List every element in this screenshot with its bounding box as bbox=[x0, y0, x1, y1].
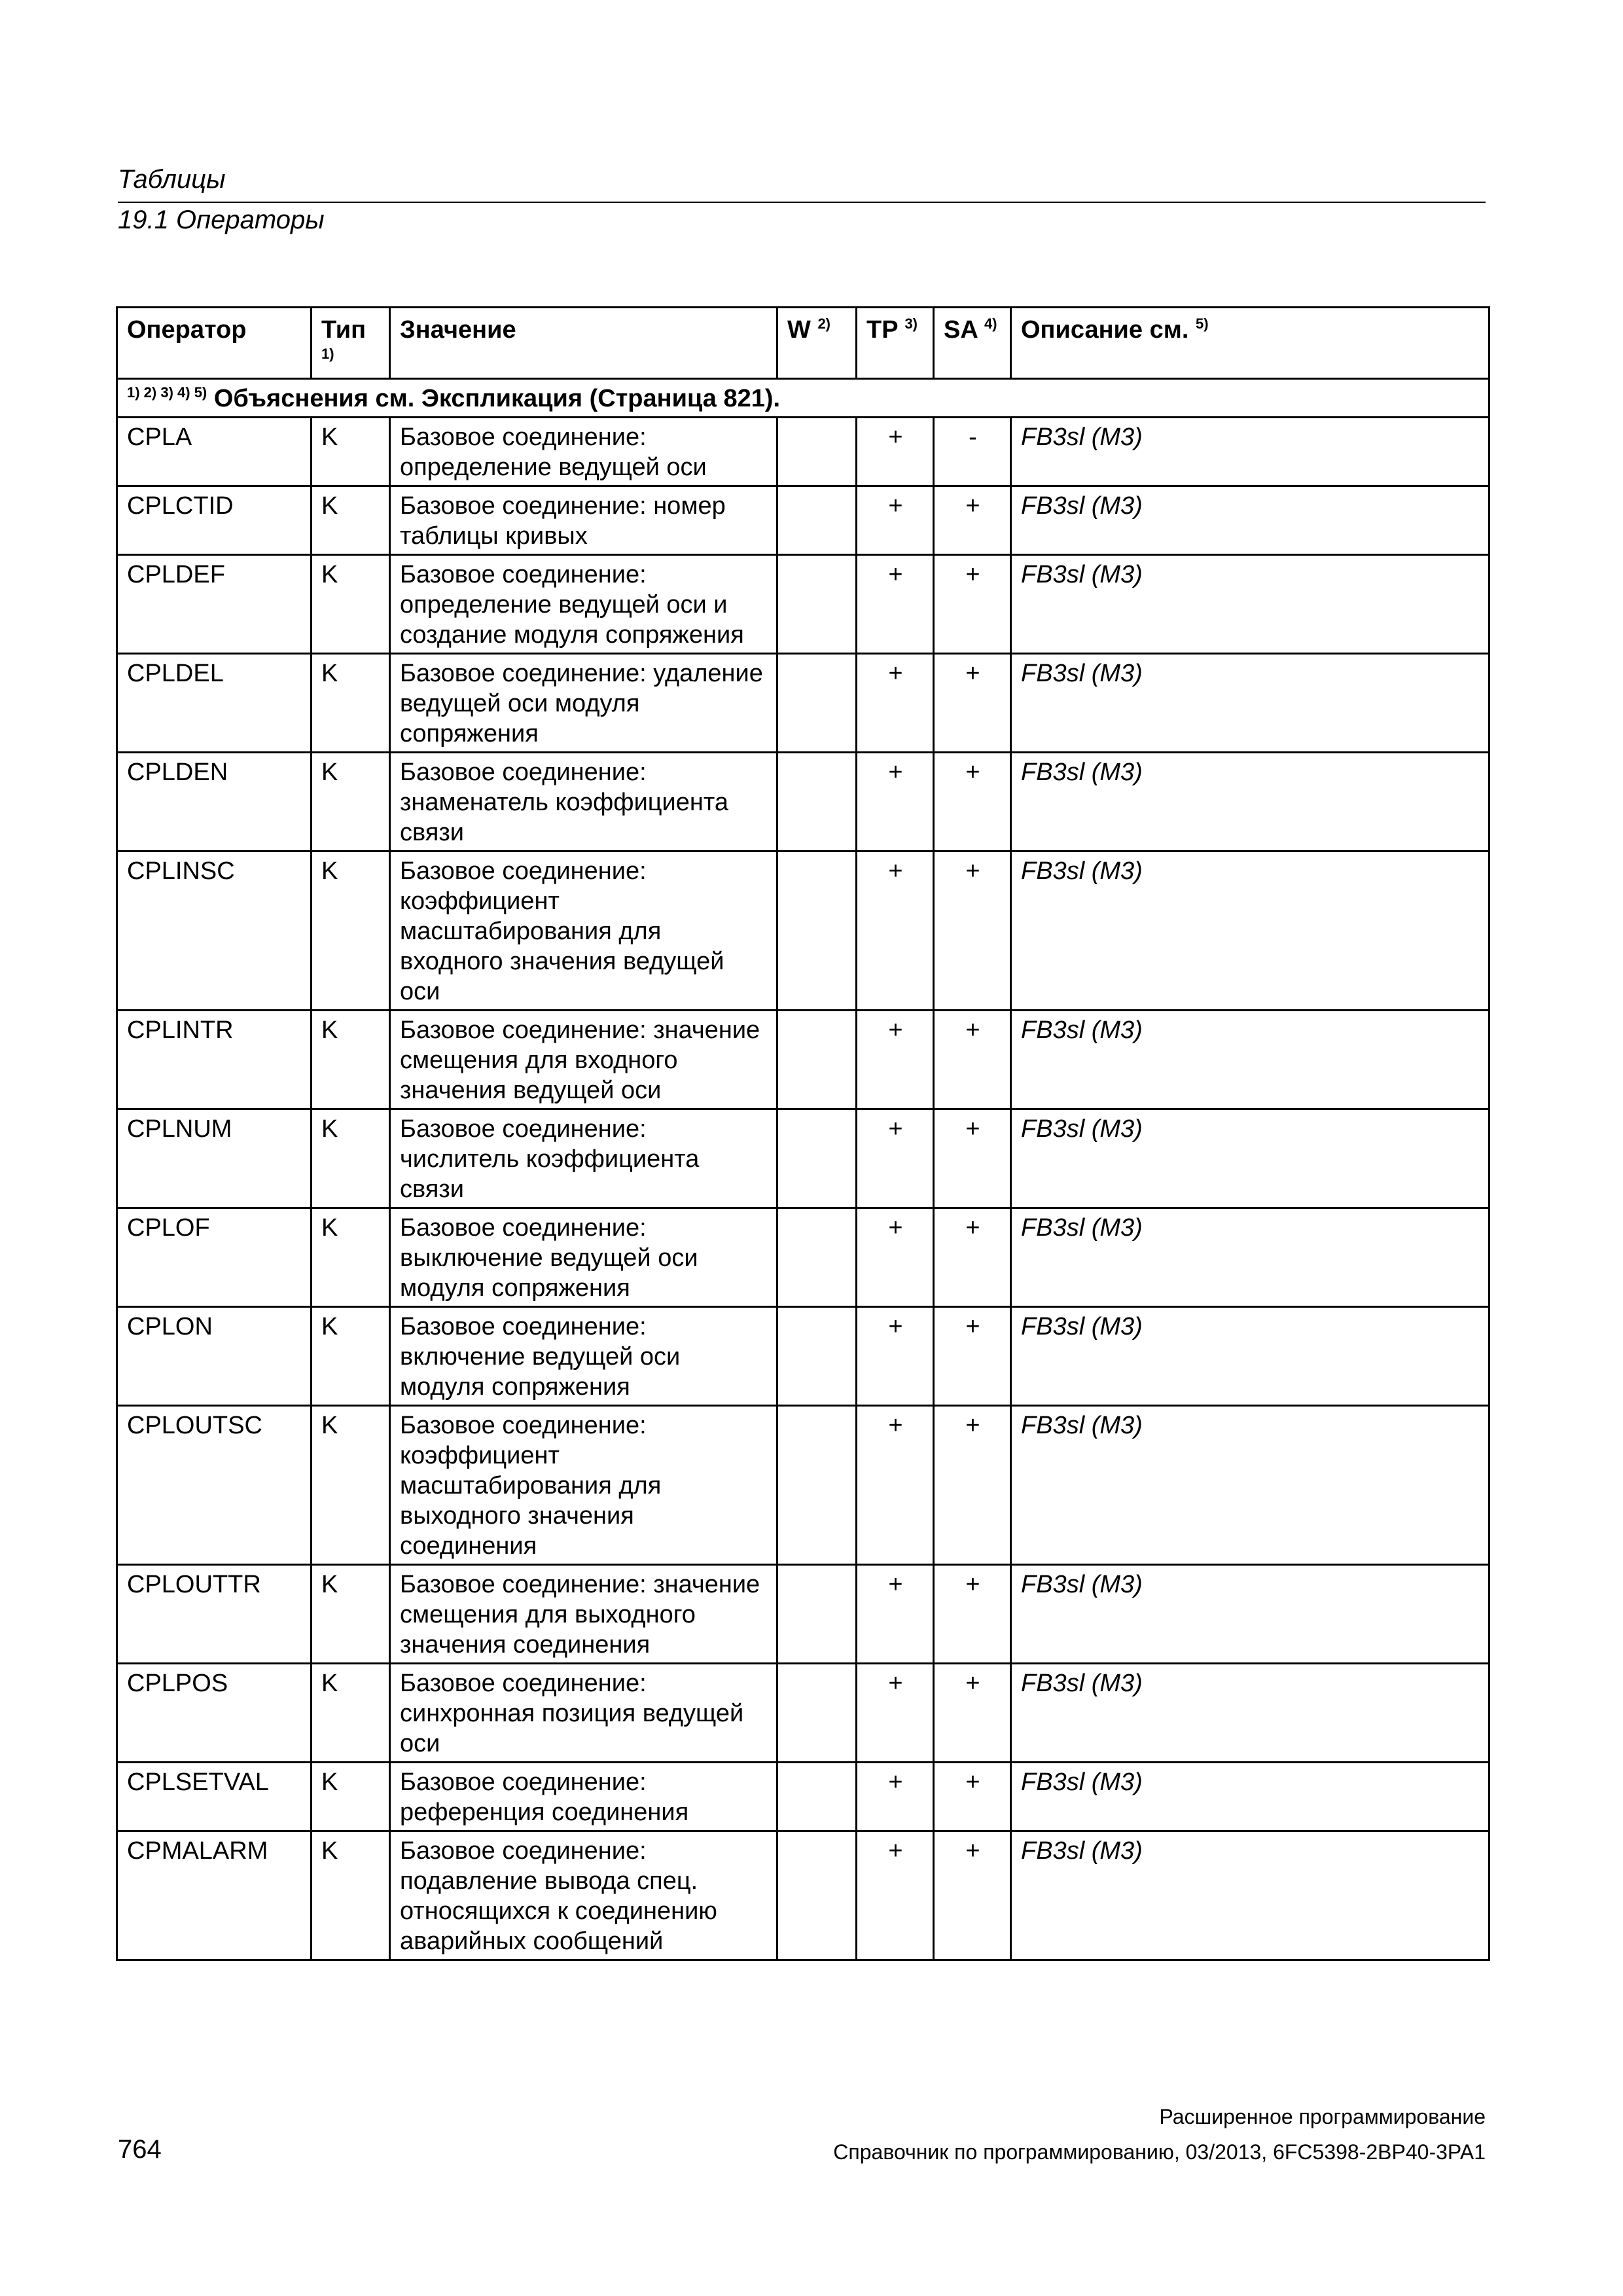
description-cell: FB3sl (M3) bbox=[1011, 654, 1489, 753]
table-row bbox=[117, 555, 1489, 654]
meaning-cell: Базовое соединение: номер таблицы кривых bbox=[390, 486, 777, 555]
description-cell: FB3sl (M3) bbox=[1011, 1208, 1489, 1307]
type-cell: K bbox=[312, 1565, 390, 1664]
meaning-cell: Базовое соединение: подавление вывода спец. относящихся к соединению аварийных сообщений bbox=[390, 1831, 777, 1960]
sa-cell: + bbox=[934, 852, 1011, 1011]
sa-cell: + bbox=[934, 1109, 1011, 1208]
table-row bbox=[117, 1307, 1489, 1406]
description-cell: FB3sl (M3) bbox=[1011, 418, 1489, 486]
meaning-cell: Базовое соединение: значение смещения для выходного значения соединения bbox=[390, 1565, 777, 1664]
col-header-operator: Оператор bbox=[117, 308, 312, 379]
type-cell: K bbox=[312, 1406, 390, 1565]
tp-cell: + bbox=[857, 1664, 934, 1763]
sa-cell: + bbox=[934, 1208, 1011, 1307]
table-row bbox=[117, 1763, 1489, 1831]
type-cell: K bbox=[312, 1011, 390, 1109]
w-cell bbox=[777, 1307, 857, 1406]
tp-cell: + bbox=[857, 1011, 934, 1109]
col-header-type: Тип $^{1)}$ bbox=[312, 308, 390, 379]
col-header-w: W $^{2)}$ bbox=[777, 308, 857, 379]
type-cell: K bbox=[312, 753, 390, 852]
table-row bbox=[117, 1831, 1489, 1960]
running-header bbox=[118, 164, 1486, 236]
type-cell: K bbox=[312, 486, 390, 555]
table-row bbox=[117, 418, 1489, 486]
table-row bbox=[117, 486, 1489, 555]
description-cell: FB3sl (M3) bbox=[1011, 1664, 1489, 1763]
col-header-meaning: Значение bbox=[390, 308, 777, 379]
col-header-tp: TP $^{3)}$ bbox=[857, 308, 934, 379]
type-cell: K bbox=[312, 1763, 390, 1831]
subsection-title: 19.1 Операторы bbox=[118, 206, 325, 234]
footnote-row bbox=[117, 379, 1489, 418]
type-cell: K bbox=[312, 1831, 390, 1960]
meaning-cell: Базовое соединение: определение ведущей оси и создание модуля сопряжения bbox=[390, 555, 777, 654]
type-cell: K bbox=[312, 654, 390, 753]
table-row bbox=[117, 1011, 1489, 1109]
operator-cell: CPLSETVAL bbox=[117, 1763, 312, 1831]
tp-cell: + bbox=[857, 1565, 934, 1664]
operator-cell: CPLCTID bbox=[117, 486, 312, 555]
description-cell: FB3sl (M3) bbox=[1011, 486, 1489, 555]
operators-table bbox=[116, 306, 1490, 1961]
meaning-cell: Базовое соединение: знаменатель коэффициента связи bbox=[390, 753, 777, 852]
w-cell bbox=[777, 1208, 857, 1307]
meaning-cell: Базовое соединение: значение смещения для входного значения ведущей оси bbox=[390, 1011, 777, 1109]
footer-subtitle: Справочник по программированию, 03/2013, 6FC5398-2BP40-3PA1 bbox=[833, 2140, 1486, 2164]
description-cell: FB3sl (M3) bbox=[1011, 1565, 1489, 1664]
description-cell: FB3sl (M3) bbox=[1011, 1406, 1489, 1565]
sa-cell: + bbox=[934, 753, 1011, 852]
w-cell bbox=[777, 1664, 857, 1763]
operator-cell: CPLNUM bbox=[117, 1109, 312, 1208]
w-cell bbox=[777, 753, 857, 852]
tp-cell: + bbox=[857, 418, 934, 486]
w-cell bbox=[777, 1831, 857, 1960]
sa-cell: + bbox=[934, 1763, 1011, 1831]
description-cell: FB3sl (M3) bbox=[1011, 852, 1489, 1011]
operator-cell: CPLA bbox=[117, 418, 312, 486]
type-cell: K bbox=[312, 1109, 390, 1208]
operator-cell: CPLDEF bbox=[117, 555, 312, 654]
type-cell: K bbox=[312, 1208, 390, 1307]
type-cell: K bbox=[312, 852, 390, 1011]
operator-cell: CPLON bbox=[117, 1307, 312, 1406]
w-cell bbox=[777, 852, 857, 1011]
tp-cell: + bbox=[857, 555, 934, 654]
operator-cell: CPLPOS bbox=[117, 1664, 312, 1763]
table-row bbox=[117, 1664, 1489, 1763]
tp-cell: + bbox=[857, 1763, 934, 1831]
sa-cell: + bbox=[934, 1664, 1011, 1763]
w-cell bbox=[777, 555, 857, 654]
operator-cell: CPLOUTTR bbox=[117, 1565, 312, 1664]
tp-cell: + bbox=[857, 753, 934, 852]
w-cell bbox=[777, 654, 857, 753]
tp-cell: + bbox=[857, 486, 934, 555]
col-header-sa: SA $^{4)}$ bbox=[934, 308, 1011, 379]
operator-cell: CPLOF bbox=[117, 1208, 312, 1307]
operator-cell: CPLDEL bbox=[117, 654, 312, 753]
type-cell: K bbox=[312, 1664, 390, 1763]
meaning-cell: Базовое соединение: числитель коэффициента связи bbox=[390, 1109, 777, 1208]
sa-cell: + bbox=[934, 1011, 1011, 1109]
footer-book-title: Расширенное программирование bbox=[1159, 2105, 1486, 2128]
sa-cell: + bbox=[934, 654, 1011, 753]
w-cell bbox=[777, 1406, 857, 1565]
table-row bbox=[117, 654, 1489, 753]
w-cell bbox=[777, 1109, 857, 1208]
table-header-row bbox=[117, 308, 1489, 379]
header-rule bbox=[118, 202, 1486, 203]
meaning-cell: Базовое соединение: включение ведущей оси модуля сопряжения bbox=[390, 1307, 777, 1406]
description-cell: FB3sl (M3) bbox=[1011, 1011, 1489, 1109]
type-cell: K bbox=[312, 555, 390, 654]
meaning-cell: Базовое соединение: определение ведущей оси bbox=[390, 418, 777, 486]
meaning-cell: Базовое соединение: референция соединения bbox=[390, 1763, 777, 1831]
tp-cell: + bbox=[857, 1109, 934, 1208]
tp-cell: + bbox=[857, 852, 934, 1011]
w-cell bbox=[777, 1763, 857, 1831]
col-header-description: Описание см. $^{5)}$ bbox=[1011, 308, 1489, 379]
meaning-cell: Базовое соединение: коэффициент масштабирования для входного значения ведущей оси bbox=[390, 852, 777, 1011]
description-cell: FB3sl (M3) bbox=[1011, 1307, 1489, 1406]
tp-cell: + bbox=[857, 1831, 934, 1960]
sa-cell: + bbox=[934, 1565, 1011, 1664]
tp-cell: + bbox=[857, 1406, 934, 1565]
tp-cell: + bbox=[857, 1307, 934, 1406]
description-cell: FB3sl (M3) bbox=[1011, 555, 1489, 654]
section-title: Таблицы bbox=[118, 165, 226, 194]
operator-cell: CPLDEN bbox=[117, 753, 312, 852]
tp-cell: + bbox=[857, 1208, 934, 1307]
sa-cell: - bbox=[934, 418, 1011, 486]
description-cell: FB3sl (M3) bbox=[1011, 1831, 1489, 1960]
meaning-cell: Базовое соединение: синхронная позиция ведущей оси bbox=[390, 1664, 777, 1763]
sa-cell: + bbox=[934, 1831, 1011, 1960]
table-row bbox=[117, 852, 1489, 1011]
meaning-cell: Базовое соединение: выключение ведущей оси модуля сопряжения bbox=[390, 1208, 777, 1307]
w-cell bbox=[777, 486, 857, 555]
w-cell bbox=[777, 1011, 857, 1109]
sa-cell: + bbox=[934, 555, 1011, 654]
type-cell: K bbox=[312, 418, 390, 486]
table-row bbox=[117, 1109, 1489, 1208]
table-row bbox=[117, 1208, 1489, 1307]
w-cell bbox=[777, 418, 857, 486]
description-cell: FB3sl (M3) bbox=[1011, 1109, 1489, 1208]
meaning-cell: Базовое соединение: удаление ведущей оси модуля сопряжения bbox=[390, 654, 777, 753]
operator-cell: CPLOUTSC bbox=[117, 1406, 312, 1565]
operator-cell: CPLINTR bbox=[117, 1011, 312, 1109]
meaning-cell: Базовое соединение: коэффициент масштабирования для выходного значения соединения bbox=[390, 1406, 777, 1565]
description-cell: FB3sl (M3) bbox=[1011, 753, 1489, 852]
sa-cell: + bbox=[934, 486, 1011, 555]
description-cell: FB3sl (M3) bbox=[1011, 1763, 1489, 1831]
table-row bbox=[117, 1565, 1489, 1664]
sa-cell: + bbox=[934, 1406, 1011, 1565]
table-row bbox=[117, 1406, 1489, 1565]
w-cell bbox=[777, 1565, 857, 1664]
tp-cell: + bbox=[857, 654, 934, 753]
page-number: 764 bbox=[118, 2135, 162, 2164]
table-row bbox=[117, 753, 1489, 852]
sa-cell: + bbox=[934, 1307, 1011, 1406]
operator-cell: CPLINSC bbox=[117, 852, 312, 1011]
type-cell: K bbox=[312, 1307, 390, 1406]
footnote-cell: $^{1) 2) 3) 4) 5)}$ Объяснения см. Экспликация (Страница 821). bbox=[117, 379, 1489, 418]
operator-cell: CPMALARM bbox=[117, 1831, 312, 1960]
